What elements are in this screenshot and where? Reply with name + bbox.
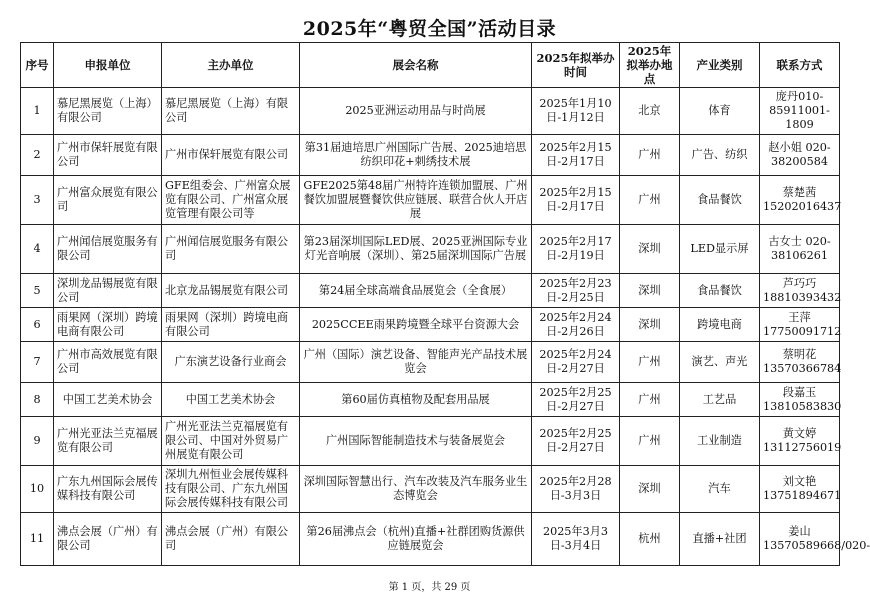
cell-applicant: 中国工艺美术协会 — [54, 383, 162, 417]
table-header-row — [21, 43, 840, 88]
cell-applicant: 广州市保轩展览有限公司 — [54, 135, 162, 176]
cell-name: 第31届迪培思广州国际广告展、2025迪培思纺织印花+刺绣技术展 — [300, 135, 532, 176]
header-no: 序号 — [21, 43, 54, 88]
cell-name: 广州（国际）演艺设备、智能声光产品技术展览会 — [300, 342, 532, 383]
cell-no: 4 — [21, 225, 54, 274]
cell-organizer: GFE组委会、广州富众展览有限公司、广州富众展览管理有限公司等 — [162, 176, 300, 225]
table-row — [21, 308, 840, 342]
table-row — [21, 135, 840, 176]
cell-organizer: 雨果网（深圳）跨境电商有限公司 — [162, 308, 300, 342]
cell-place: 广州 — [620, 176, 680, 225]
cell-applicant: 沸点会展（广州）有限公司 — [54, 513, 162, 566]
cell-no: 6 — [21, 308, 54, 342]
table-row — [21, 513, 840, 566]
cell-time: 2025年2月25日-2月27日 — [532, 417, 620, 466]
cell-time: 2025年2月15日-2月17日 — [532, 135, 620, 176]
cell-category: LED显示屏 — [680, 225, 760, 274]
cell-time: 2025年2月24日-2月27日 — [532, 342, 620, 383]
cell-contact: 古女士 020-38106261 — [760, 225, 840, 274]
cell-category: 体育 — [680, 88, 760, 135]
cell-place: 北京 — [620, 88, 680, 135]
cell-category: 工业制造 — [680, 417, 760, 466]
cell-category: 汽车 — [680, 466, 760, 513]
cell-place: 深圳 — [620, 466, 680, 513]
cell-place: 杭州 — [620, 513, 680, 566]
event-table — [20, 42, 870, 566]
header-applicant: 申报单位 — [54, 43, 162, 88]
header-category: 产业类别 — [680, 43, 760, 88]
cell-contact: 刘文艳13751894671 — [760, 466, 840, 513]
table-row — [21, 225, 840, 274]
cell-category: 食品餐饮 — [680, 176, 760, 225]
cell-time: 2025年2月15日-2月17日 — [532, 176, 620, 225]
table-row — [21, 88, 840, 135]
cell-applicant: 广东九州国际会展传媒科技有限公司 — [54, 466, 162, 513]
cell-time: 2025年1月10日-1月12日 — [532, 88, 620, 135]
cell-category: 工艺品 — [680, 383, 760, 417]
cell-organizer: 广州市保轩展览有限公司 — [162, 135, 300, 176]
cell-applicant: 深圳龙品锡展览有限公司 — [54, 274, 162, 308]
cell-organizer: 广州光亚法兰克福展览有限公司、中国对外贸易广州展览有限公司 — [162, 417, 300, 466]
cell-applicant: 雨果网（深圳）跨境电商有限公司 — [54, 308, 162, 342]
table-row — [21, 417, 840, 466]
cell-time: 2025年2月17日-2月19日 — [532, 225, 620, 274]
cell-name: 广州国际智能制造技术与装备展览会 — [300, 417, 532, 466]
cell-organizer: 深圳九州恒业会展传媒科技有限公司、广东九州国际会展传媒科技有限公司 — [162, 466, 300, 513]
cell-organizer: 慕尼黑展览（上海）有限公司 — [162, 88, 300, 135]
cell-name: 深圳国际智慧出行、汽车改装及汽车服务业生态博览会 — [300, 466, 532, 513]
header-contact: 联系方式 — [760, 43, 840, 88]
cell-contact: 王萍17750091712 — [760, 308, 840, 342]
cell-no: 1 — [21, 88, 54, 135]
cell-applicant: 慕尼黑展览（上海）有限公司 — [54, 88, 162, 135]
cell-applicant: 广州闻信展览服务有限公司 — [54, 225, 162, 274]
cell-contact: 庞丹010-85911001-1809 — [760, 88, 840, 135]
cell-contact: 蔡明花13570366784 — [760, 342, 840, 383]
cell-no: 2 — [21, 135, 54, 176]
cell-category: 演艺、声光 — [680, 342, 760, 383]
table-row — [21, 466, 840, 513]
table-row — [21, 383, 840, 417]
cell-time: 2025年3月3日-3月4日 — [532, 513, 620, 566]
cell-place: 深圳 — [620, 274, 680, 308]
cell-contact: 黄文婷13112756019 — [760, 417, 840, 466]
cell-organizer: 北京龙品锡展览有限公司 — [162, 274, 300, 308]
cell-category: 跨境电商 — [680, 308, 760, 342]
cell-time: 2025年2月25日-2月27日 — [532, 383, 620, 417]
page-title: 2025年“粤贸全国”活动目录 — [302, 18, 557, 40]
cell-organizer: 沸点会展（广州）有限公司 — [162, 513, 300, 566]
cell-name: 2025CCEE雨果跨境暨全球平台资源大会 — [300, 308, 532, 342]
header-name: 展会名称 — [300, 43, 532, 88]
cell-contact: 蔡楚茜15202016437 — [760, 176, 840, 225]
header-place: 2025年拟举办地点 — [620, 43, 680, 88]
cell-applicant: 广州光亚法兰克福展览有限公司 — [54, 417, 162, 466]
table-row — [21, 274, 840, 308]
cell-name: 第26届沸点会（杭州)直播+社群团购货源供应链展览会 — [300, 513, 532, 566]
cell-organizer: 中国工艺美术协会 — [162, 383, 300, 417]
cell-place: 广州 — [620, 383, 680, 417]
cell-no: 10 — [21, 466, 54, 513]
cell-time: 2025年2月28日-3月3日 — [532, 466, 620, 513]
cell-place: 广州 — [620, 342, 680, 383]
cell-name: GFE2025第48届广州特许连锁加盟展、广州餐饮加盟展暨餐饮供应链展、联营合伙人开店展 — [300, 176, 532, 225]
header-organizer: 主办单位 — [162, 43, 300, 88]
cell-organizer: 广州闻信展览服务有限公司 — [162, 225, 300, 274]
cell-no: 7 — [21, 342, 54, 383]
cell-applicant: 广州富众展览有限公司 — [54, 176, 162, 225]
cell-name: 第23届深圳国际LED展、2025亚洲国际专业灯光音响展（深圳）、第25届深圳国际广告展 — [300, 225, 532, 274]
table-row — [21, 342, 840, 383]
cell-contact: 芦巧巧18810393432 — [760, 274, 840, 308]
cell-no: 9 — [21, 417, 54, 466]
cell-time: 2025年2月23日-2月25日 — [532, 274, 620, 308]
cell-no: 8 — [21, 383, 54, 417]
cell-no: 5 — [21, 274, 54, 308]
cell-contact: 赵小姐 020-38200584 — [760, 135, 840, 176]
cell-name: 2025亚洲运动用品与时尚展 — [300, 88, 532, 135]
page-footer: 第 1 页，共 29 页 — [388, 582, 471, 593]
cell-place: 广州 — [620, 417, 680, 466]
cell-organizer: 广东演艺设备行业商会 — [162, 342, 300, 383]
cell-category: 广告、纺织 — [680, 135, 760, 176]
header-time: 2025年拟举办时间 — [532, 43, 620, 88]
cell-place: 深圳 — [620, 308, 680, 342]
cell-contact: 段嘉玉13810583830 — [760, 383, 840, 417]
cell-applicant: 广州市高效展览有限公司 — [54, 342, 162, 383]
cell-name: 第24届全球高端食品展览会（全食展） — [300, 274, 532, 308]
cell-place: 深圳 — [620, 225, 680, 274]
cell-category: 直播+社团 — [680, 513, 760, 566]
table-row — [21, 176, 840, 225]
cell-no: 3 — [21, 176, 54, 225]
cell-category: 食品餐饮 — [680, 274, 760, 308]
cell-no: 11 — [21, 513, 54, 566]
cell-place: 广州 — [620, 135, 680, 176]
cell-contact: 姜山13570589668/020- — [760, 513, 840, 566]
cell-name: 第60届仿真植物及配套用品展 — [300, 383, 532, 417]
cell-time: 2025年2月24日-2月26日 — [532, 308, 620, 342]
